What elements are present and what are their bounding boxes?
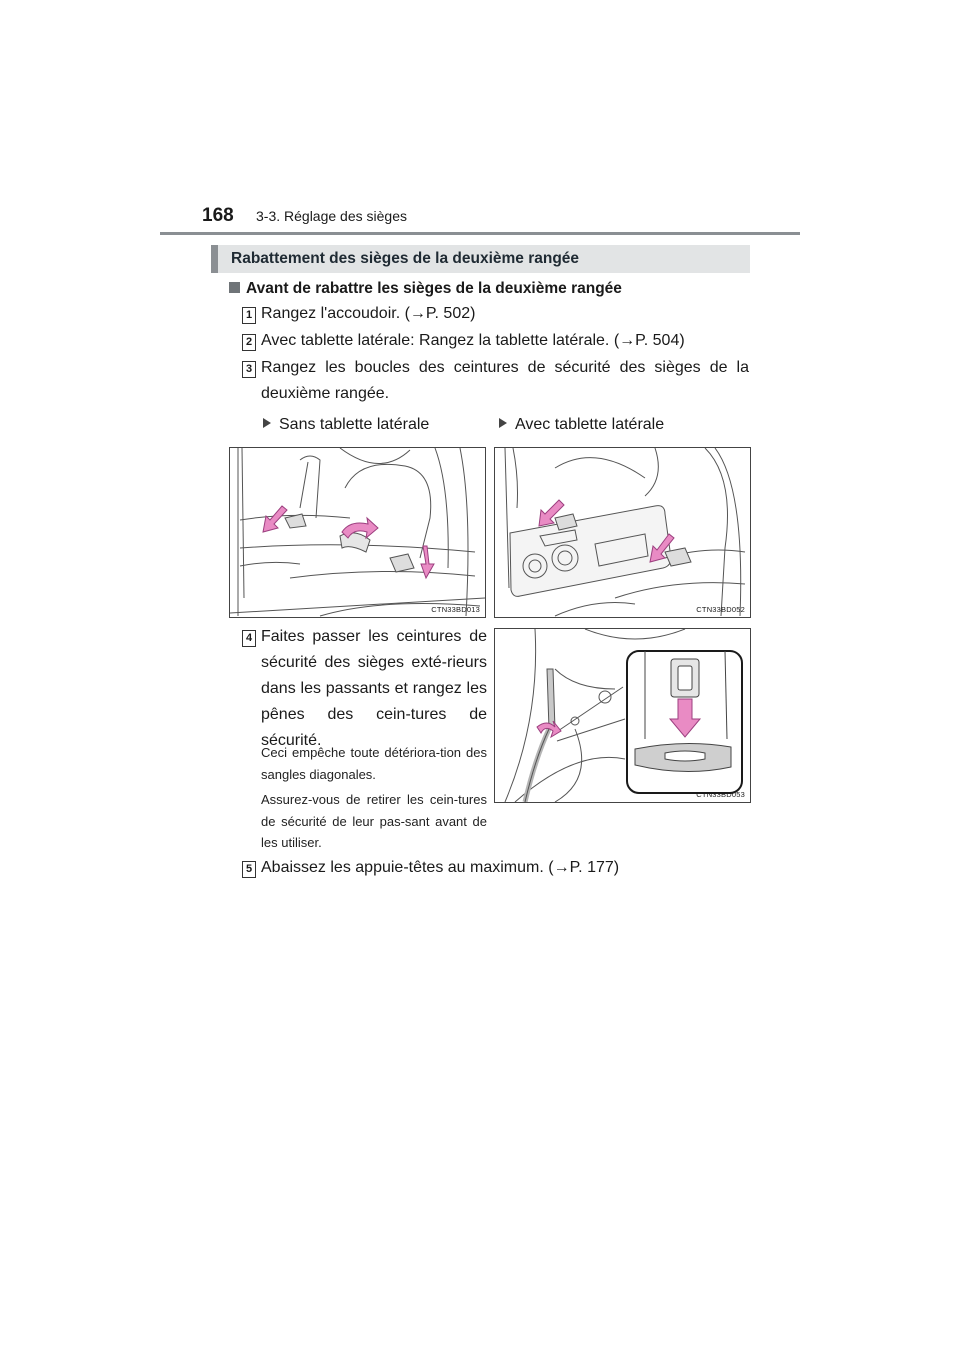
step-text-2: Avec tablette latérale: Rangez la tablette latérale. (→P. 504) xyxy=(261,332,685,349)
chapter-title: 3-3. Réglage des sièges xyxy=(256,208,407,224)
figure-code: CTN33BD052 xyxy=(696,605,745,614)
note-2: Assurez-vous de retirer les cein-tures de sécurité de leur pas-sant avant de les utiliser. xyxy=(261,792,487,850)
figure-seat-belt xyxy=(494,628,751,803)
page-number: 168 xyxy=(202,205,234,226)
section-bar xyxy=(211,245,750,273)
figure-code: CTN33BD013 xyxy=(431,605,480,614)
section-title: Rabattement des sièges de la deuxième rangée xyxy=(231,250,580,267)
step-text-5: Abaissez les appuie-têtes au maximum. (→P. 177) xyxy=(261,859,620,876)
note-1: Ceci empêche toute détériora-tion des sangles diagonales. xyxy=(261,745,487,782)
figure-seat-with-side-table xyxy=(494,447,751,618)
seat-belt-illustration xyxy=(495,629,750,802)
step-badge-3: 3 xyxy=(242,361,256,378)
variant-right-text: Avec tablette latérale xyxy=(515,416,665,433)
seat-illustration-left xyxy=(230,448,485,617)
triangle-bullet-icon xyxy=(263,418,271,428)
variant-left-text: Sans tablette latérale xyxy=(279,416,430,433)
step-badge-4: 4 xyxy=(242,630,256,647)
figure-code: CTN33BD053 xyxy=(696,790,745,799)
square-bullet-icon xyxy=(229,282,240,293)
subheading-text: Avant de rabattre les sièges de la deuxième rangée xyxy=(246,280,622,297)
step-badge-2: 2 xyxy=(242,334,256,351)
step-text-3: Rangez les boucles des ceintures de sécurité des sièges de la deuxième rangée. xyxy=(261,359,749,402)
figure-seat-without-side-table xyxy=(229,447,486,618)
seat-illustration-right xyxy=(495,448,750,617)
variant-label-right xyxy=(499,416,664,434)
subheading xyxy=(229,280,622,298)
triangle-bullet-icon xyxy=(499,418,507,428)
header-rule xyxy=(160,232,800,235)
step-text-4: Faites passer les ceintures de sécurité des sièges exté-rieurs dans les passants et rangez les pênes des cein-tures de sécurité. xyxy=(261,628,487,749)
step-text-1: Rangez l'accoudoir. (→P. 502) xyxy=(261,305,476,322)
step-badge-1: 1 xyxy=(242,307,256,324)
variant-label-left xyxy=(263,416,429,434)
step-badge-5: 5 xyxy=(242,861,256,878)
